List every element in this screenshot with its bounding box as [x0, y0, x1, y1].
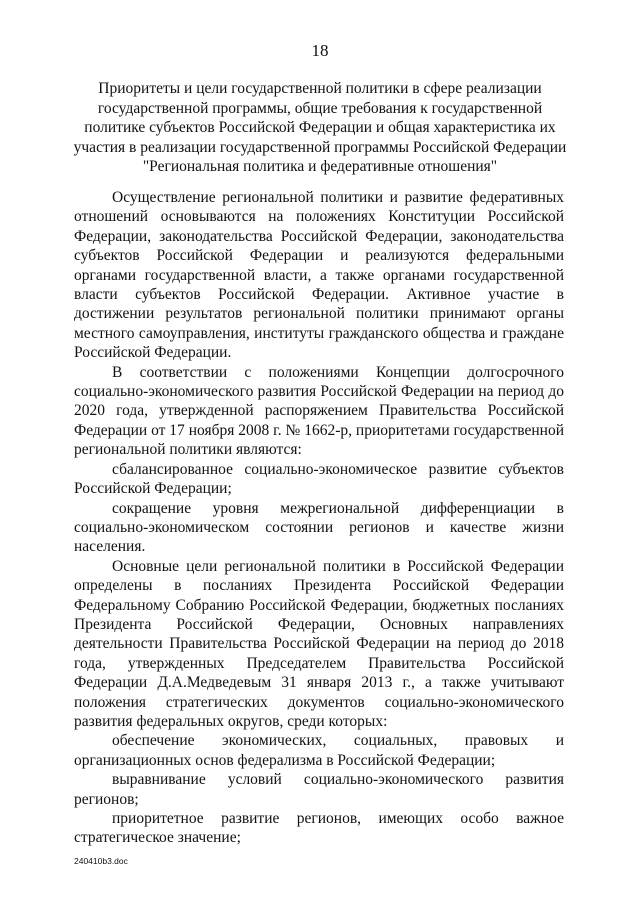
list-item: сокращение уровня межрегиональной дифференциации в социально-экономическом состоянии регионов и качестве жизни населения.: [74, 499, 564, 556]
paragraph: В соответствии с положениями Концепции долгосрочного социально-экономического развития Российской Федерации на период до 2020 года, утвержденной распоряжением Правительства Российской Федерации от 17 ноября 2008 г. № 1662-р, приоритетами государственной региональной политики являются:: [74, 363, 564, 459]
page-number: 18: [311, 41, 329, 60]
heading-line: участия в реализации государственной программы Российской Федерации: [73, 138, 567, 156]
section-heading: [72, 79, 568, 177]
list-item: обеспечение экономических, социальных, правовых и организационных основ федерализма в Российской Федерации;: [74, 732, 564, 769]
paragraph: Осуществление региональной политики и развитие федеративных отношений основываются на положениях Конституции Российской Федерации, законодательства Российской Федерации, законодательства субъектов Российской Федерации и реализуются федеральными органами государственной власти, а также органами государственной власти субъектов Российской Федерации. Активное участие в достижении результатов региональной политики принимают органы местного самоуправления, институты гражданского общества и граждане Российской Федерации.: [74, 189, 564, 362]
heading-line: Приоритеты и цели государственной политики в сфере реализации: [98, 80, 542, 97]
list-item: выравнивание условий социально-экономического развития регионов;: [74, 771, 564, 808]
heading-line: государственной программы, общие требования к государственной: [97, 99, 543, 117]
document-body: [74, 188, 564, 848]
list-item: сбалансированное социально-экономическое развитие субъектов Российской Федерации;: [74, 460, 564, 498]
list-item: приоритетное развитие регионов, имеющих особо важное стратегическое значение;: [74, 810, 564, 847]
heading-line: "Региональная политика и федеративные отношения": [142, 158, 498, 175]
file-name-footer: 240410b3.doc: [74, 856, 128, 866]
heading-line: политике субъектов Российской Федерации и общая характеристика их: [84, 119, 556, 136]
paragraph: Основные цели региональной политики в Российской Федерации определены в посланиях Президента Российской Федерации Федеральному Собранию Российской Федерации, бюджетных посланиях Президента Российской Федерации, Основных направлениях деятельности Правительства Российской Федерации на период до 2018 года, утвержденных Председателем Правительства Российской Федерации Д.А.Медведевым 31 января 2013 г., а также учитывают положения стратегических документов социально-экономического развития федеральных округов, среди которых:: [74, 557, 564, 730]
